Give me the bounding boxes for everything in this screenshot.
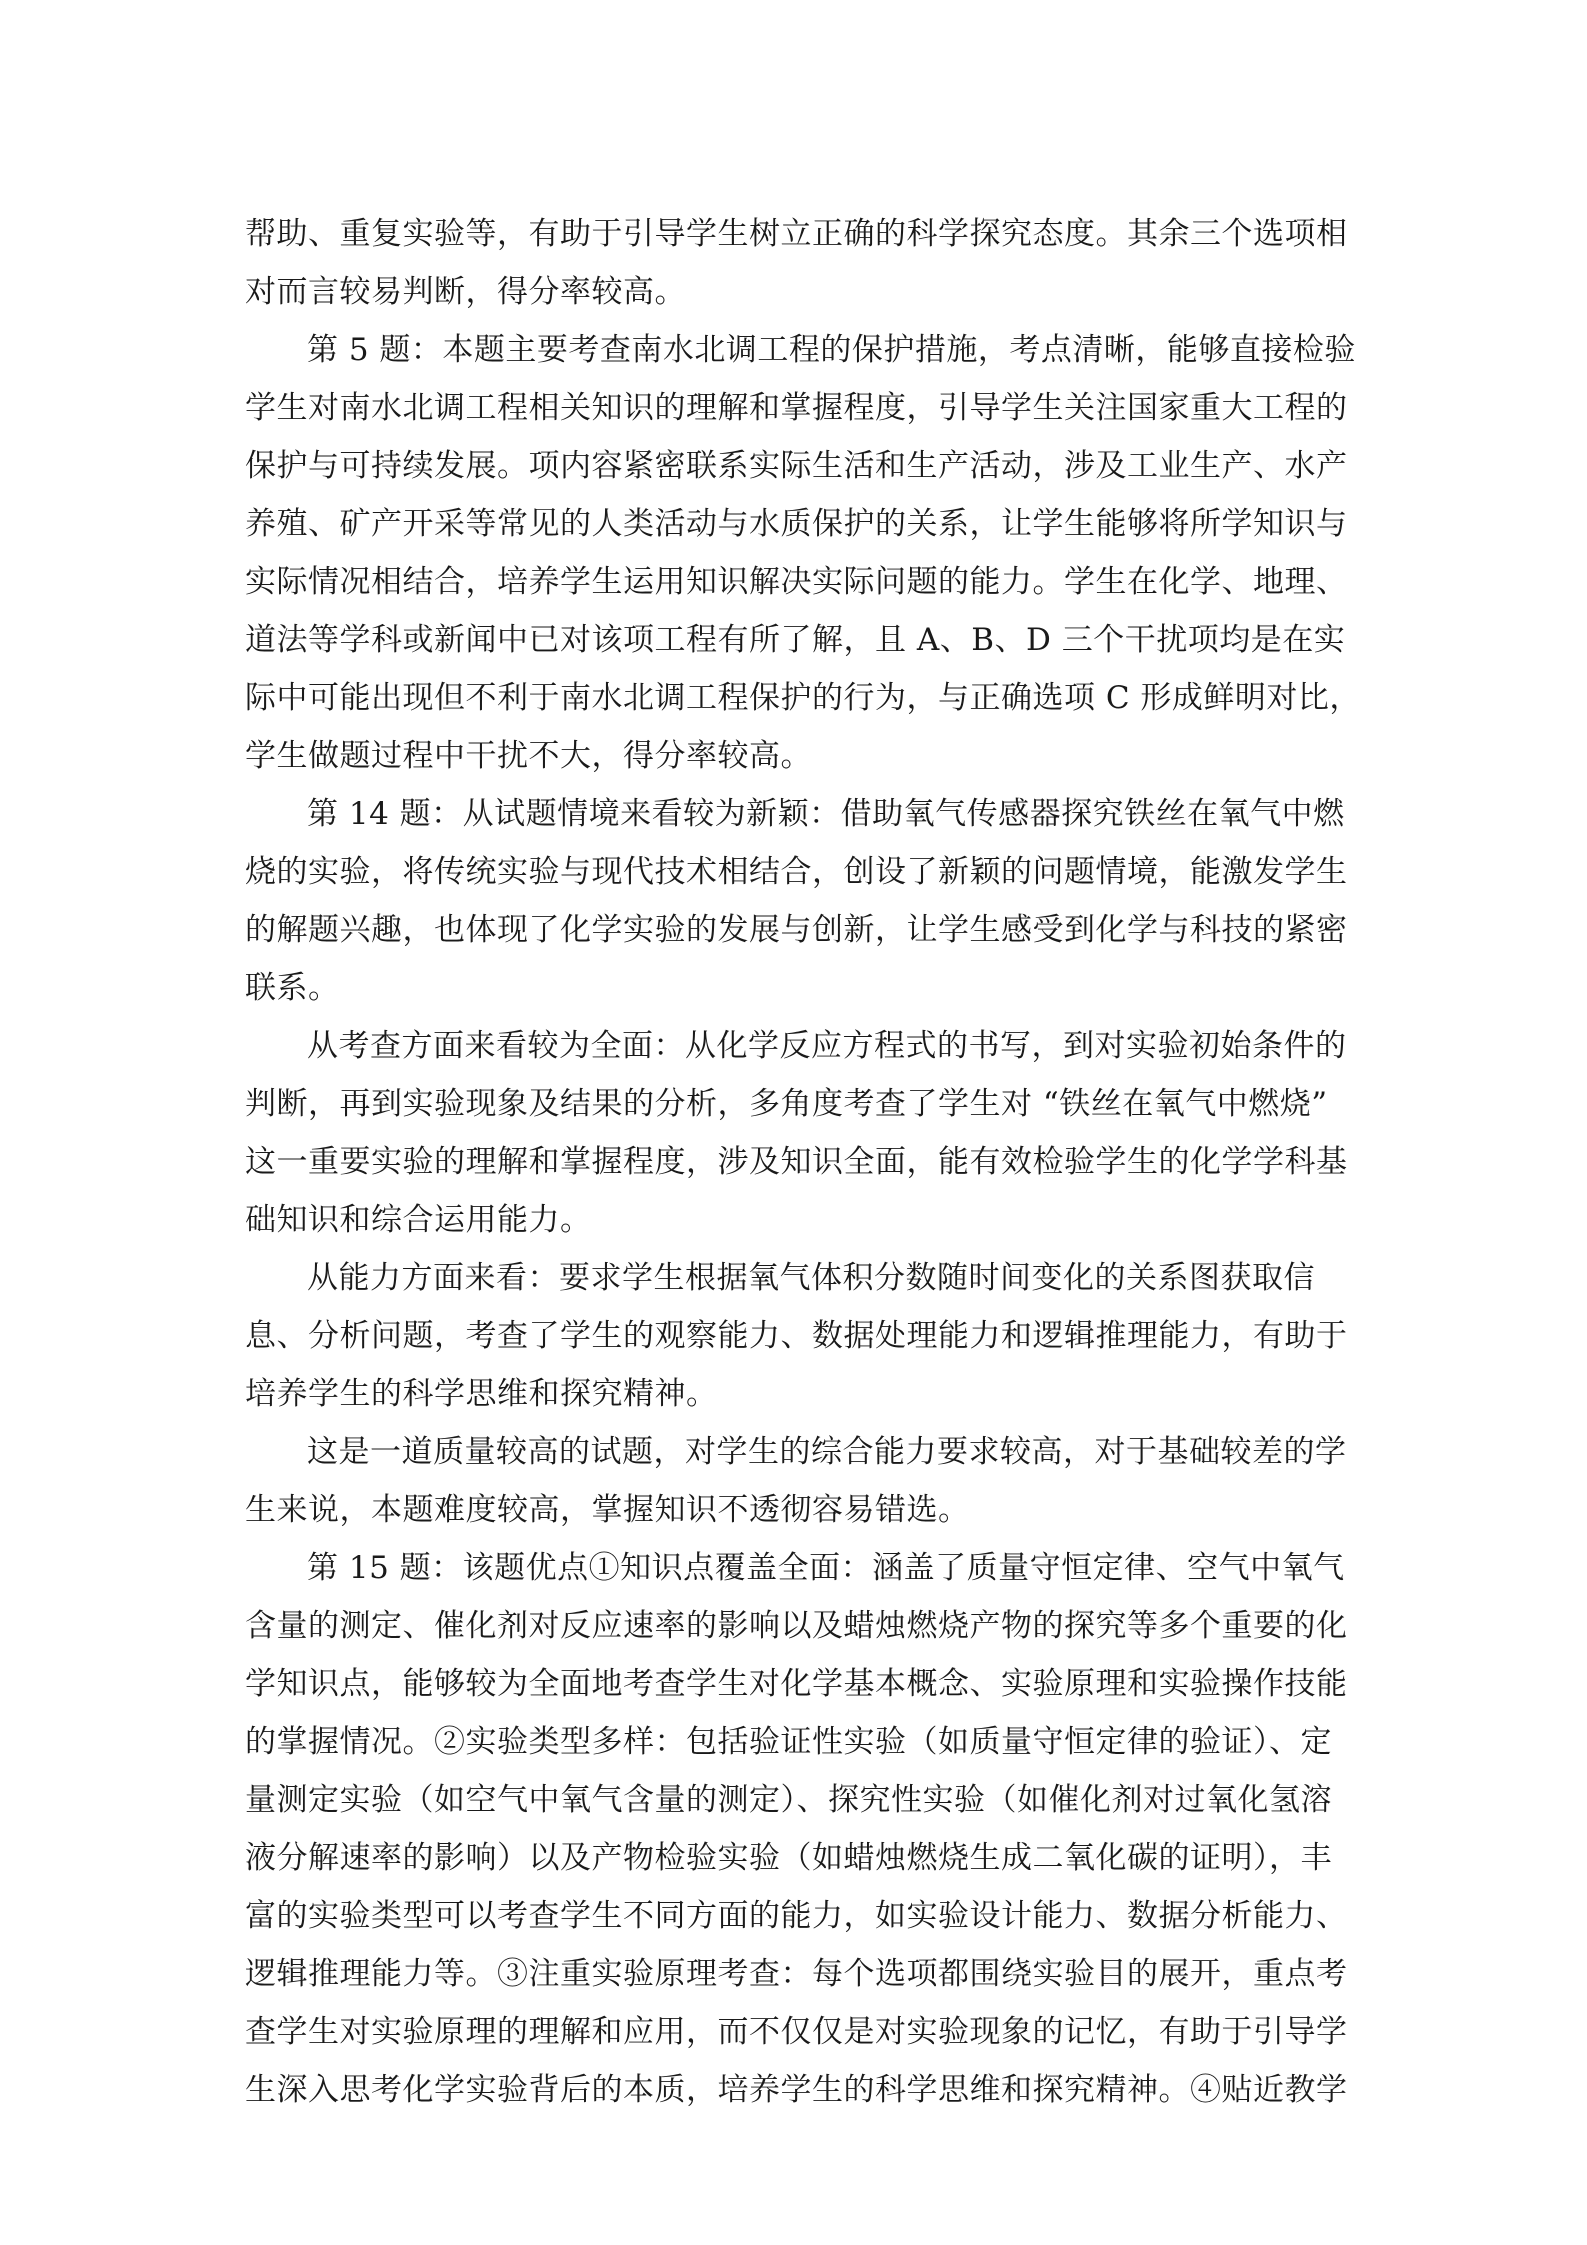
text-line: 逻辑推理能力等。③注重实验原理考查：每个选项都围绕实验目的展开，重点考	[245, 1956, 1348, 1992]
text-line: 对而言较易判断，得分率较高。	[245, 274, 686, 310]
text-line: 第 14 题：从试题情境来看较为新颖：借助氧气传感器探究铁丝在氧气中燃	[307, 796, 1345, 832]
text-line: 判断，再到实验现象及结果的分析，多角度考查了学生对 “铁丝在氧气中燃烧”	[245, 1086, 1328, 1122]
text-line: 学生对南水北调工程相关知识的理解和掌握程度，引导学生关注国家重大工程的	[245, 390, 1348, 426]
text-line: 这一重要实验的理解和掌握程度，涉及知识全面，能有效检验学生的化学学科基	[245, 1144, 1348, 1180]
text-line: 量测定实验（如空气中氧气含量的测定）、探究性实验（如催化剂对过氧化氢溶	[245, 1782, 1332, 1818]
text-line: 联系。	[245, 970, 340, 1006]
text-line: 第 5 题：本题主要考查南水北调工程的保护措施，考点清晰，能够直接检验	[307, 332, 1356, 368]
text-line: 保护与可持续发展。项内容紧密联系实际生活和生产活动，涉及工业生产、水产	[245, 448, 1348, 484]
text-line: 帮助、重复实验等，有助于引导学生树立正确的科学探究态度。其余三个选项相	[245, 216, 1348, 252]
text-line: 养殖、矿产开采等常见的人类活动与水质保护的关系，让学生能够将所学知识与	[245, 506, 1348, 542]
text-line: 础知识和综合运用能力。	[245, 1202, 592, 1238]
text-line: 道法等学科或新闻中已对该项工程有所了解，且 A、B、D 三个干扰项均是在实	[245, 622, 1346, 658]
text-line: 液分解速率的影响）以及产物检验实验（如蜡烛燃烧生成二氧化碳的证明），丰	[245, 1840, 1332, 1876]
text-line: 从能力方面来看：要求学生根据氧气体积分数随时间变化的关系图获取信	[307, 1260, 1315, 1296]
text-line: 富的实验类型可以考查学生不同方面的能力，如实验设计能力、数据分析能力、	[245, 1898, 1348, 1934]
text-line: 生来说，本题难度较高，掌握知识不透彻容易错选。	[245, 1492, 970, 1528]
text-line: 实际情况相结合，培养学生运用知识解决实际问题的能力。学生在化学、地理、	[245, 564, 1348, 600]
text-line: 的解题兴趣，也体现了化学实验的发展与创新，让学生感受到化学与科技的紧密	[245, 912, 1348, 948]
text-line: 学知识点，能够较为全面地考查学生对化学基本概念、实验原理和实验操作技能	[245, 1666, 1348, 1702]
text-line: 第 15 题：该题优点①知识点覆盖全面：涵盖了质量守恒定律、空气中氧气	[307, 1550, 1345, 1586]
text-line: 的掌握情况。②实验类型多样：包括验证性实验（如质量守恒定律的验证）、定	[245, 1724, 1332, 1760]
text-line: 查学生对实验原理的理解和应用，而不仅仅是对实验现象的记忆，有助于引导学	[245, 2014, 1348, 2050]
text-line: 从考查方面来看较为全面：从化学反应方程式的书写，到对实验初始条件的	[307, 1028, 1347, 1064]
text-line: 烧的实验，将传统实验与现代技术相结合，创设了新颖的问题情境，能激发学生	[245, 854, 1348, 890]
text-line: 际中可能出现但不利于南水北调工程保护的行为，与正确选项 C 形成鲜明对比，	[245, 680, 1361, 716]
text-line: 息、分析问题，考查了学生的观察能力、数据处理能力和逻辑推理能力，有助于	[245, 1318, 1348, 1354]
text-line: 含量的测定、催化剂对反应速率的影响以及蜡烛燃烧产物的探究等多个重要的化	[245, 1608, 1348, 1644]
text-line: 学生做题过程中干扰不大，得分率较高。	[245, 738, 812, 774]
text-line: 培养学生的科学思维和探究精神。	[245, 1376, 718, 1412]
text-line: 这是一道质量较高的试题，对学生的综合能力要求较高，对于基础较差的学	[307, 1434, 1347, 1470]
text-line: 生深入思考化学实验背后的本质，培养学生的科学思维和探究精神。④贴近教学	[245, 2072, 1348, 2108]
body-text	[245, 205, 1361, 2119]
